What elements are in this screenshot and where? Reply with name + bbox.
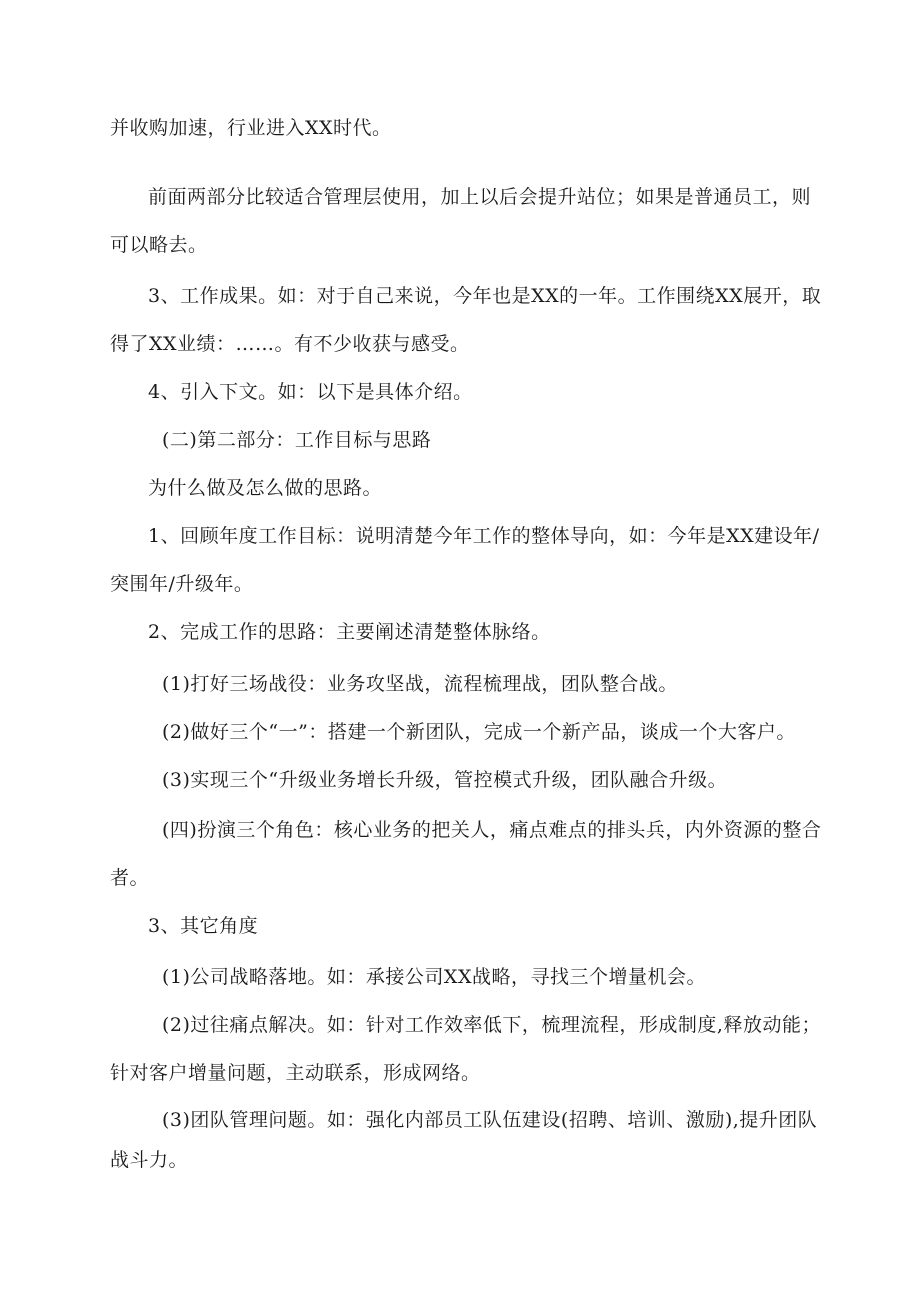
paragraph-7: 1、回顾年度工作目标：说明清楚今年工作的整体导向，如：今年是XX建设年/突围年/升级年。 — [110, 525, 820, 595]
list-item-2: (2)做好三个“一”：搭建一个新团队，完成一个新产品，谈成一个大客户。 — [162, 721, 796, 743]
paragraph-6: 为什么做及怎么做的思路。 — [148, 477, 383, 499]
paragraph-13: 3、其它角度 — [148, 915, 259, 937]
section-heading: (二)第二部分：工作目标与思路 — [162, 429, 432, 451]
list-item-7: (3)团队管理问题。如：强化内部员工队伍建设(招聘、培训、激励),提升团队战斗力。 — [110, 1109, 818, 1171]
paragraph-8: 2、完成工作的思路：主要阐述清楚整体脉络。 — [148, 621, 551, 643]
paragraph-2: 前面两部分比较适合管理层使用，加上以后会提升站位；如果是普通员工，则可以略去。 — [110, 186, 812, 256]
list-item-4: (四)扮演三个角色：核心业务的把关人，痛点难点的排头兵，内外资源的整合者。 — [110, 819, 822, 889]
list-item-1: (1)打好三场战役：业务攻坚战，流程梳理战，团队整合战。 — [162, 673, 678, 695]
paragraph-4: 4、引入下文。如：以下是具体介绍。 — [148, 381, 473, 403]
list-item-3: (3)实现三个“升级业务增长升级，管控模式升级，团队融合升级。 — [162, 769, 728, 791]
list-item-6: (2)过往痛点解决。如：针对工作效率低下，梳理流程，形成制度,释放动能；针对客户增量问题，主动联系，形成网络。 — [110, 1014, 821, 1084]
list-item-5: (1)公司战略落地。如：承接公司XX战略，寻找三个增量机会。 — [162, 966, 706, 988]
paragraph-3: 3、工作成果。如：对于自己来说，今年也是XX的一年。工作围绕XX展开，取得了XX业绩：……。有不少收获与感受。 — [110, 285, 822, 355]
paragraph-1: 并收购加速，行业进入XX时代。 — [110, 117, 392, 139]
